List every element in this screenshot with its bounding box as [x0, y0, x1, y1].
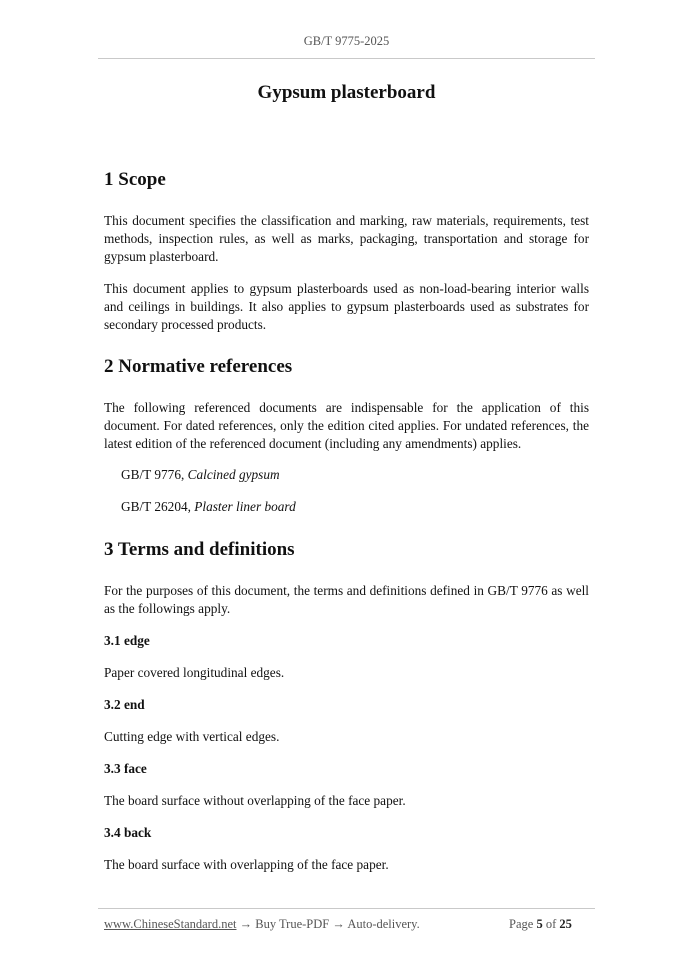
arrow-icon: →	[236, 917, 256, 931]
page-label: Page	[509, 917, 537, 931]
reference-title: Plaster liner board	[194, 499, 296, 514]
term-definition: The board surface without overlapping of the face paper.	[104, 793, 406, 808]
term-label: 3.3 face	[104, 761, 147, 776]
footer-promo	[104, 917, 420, 932]
auto-delivery-text: Auto-delivery.	[347, 917, 420, 931]
reference-title: Calcined gypsum	[187, 467, 280, 482]
page-indicator	[509, 917, 572, 932]
section-heading-terms-definitions: 3 Terms and definitions	[104, 539, 295, 560]
footer-divider	[98, 908, 595, 909]
page-number: 5	[536, 917, 543, 931]
terms-intro-paragraph: For the purposes of this document, the terms and definitions defined in GB/T 9776 as well as the followings apply.	[104, 583, 589, 617]
section-heading-normative-references: 2 Normative references	[104, 356, 293, 377]
reference-code: GB/T 26204,	[121, 499, 195, 514]
scope-paragraph-2: This document applies to gypsum plasterboards used as non-load-bearing interior walls and ceilings in buildings. It also applies to gypsum plasterboards used as substrates for secondary processed products.	[104, 281, 589, 333]
term-label: 3.2 end	[104, 697, 145, 712]
term-label: 3.1 edge	[104, 633, 150, 648]
term-definition: The board surface with overlapping of the face paper.	[104, 857, 389, 872]
scope-paragraph-1: This document specifies the classification and marking, raw materials, requirements, test methods, inspection rules, as well as marks, packaging, transportation and storage for gypsum plasterboard.	[104, 213, 589, 265]
arrow-icon: →	[329, 917, 348, 931]
section-heading-scope: 1 Scope	[104, 169, 166, 190]
site-link[interactable]: www.ChineseStandard.net	[104, 917, 237, 931]
term-definition: Paper covered longitudinal edges.	[104, 665, 285, 680]
normative-paragraph: The following referenced documents are indispensable for the application of this document. For dated references, only the edition cited applies. For undated references, the latest edition of the referenced document (including any amendments) applies.	[104, 400, 589, 452]
of-label: of	[542, 917, 560, 931]
header-divider	[98, 58, 595, 59]
page-total: 25	[559, 917, 572, 931]
buy-pdf-link[interactable]: Buy True-PDF	[255, 917, 330, 931]
reference-item	[121, 467, 280, 483]
term-definition: Cutting edge with vertical edges.	[104, 729, 280, 744]
page-title: Gypsum plasterboard	[257, 82, 436, 103]
document-code-header: GB/T 9775-2025	[303, 34, 390, 48]
reference-code: GB/T 9776,	[121, 467, 188, 482]
term-label: 3.4 back	[104, 825, 152, 840]
reference-item	[121, 499, 296, 515]
